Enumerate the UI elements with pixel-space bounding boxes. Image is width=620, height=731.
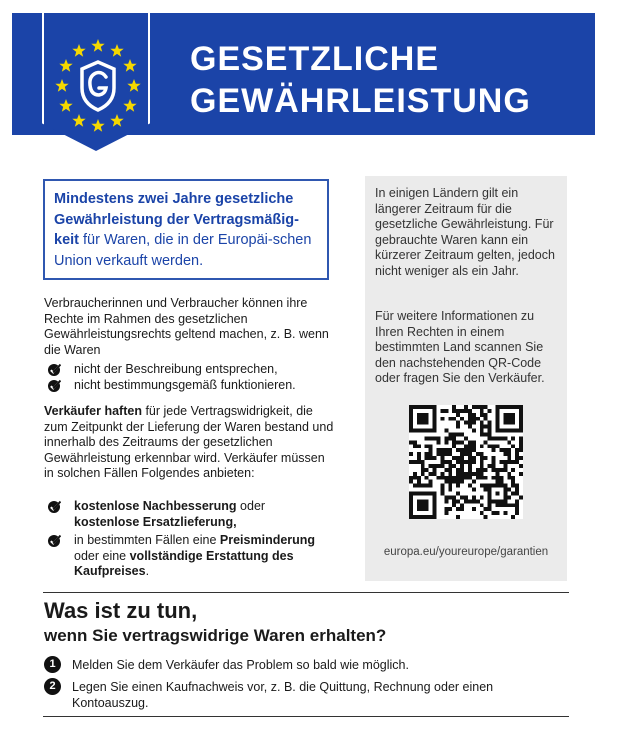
info-sidebar bbox=[365, 176, 567, 581]
remedy-mid: oder bbox=[236, 499, 266, 513]
remedy-bold: kostenlose Ersatzlieferung, bbox=[74, 514, 237, 529]
remedy-pre: in bestimmten Fällen eine bbox=[74, 533, 220, 547]
condition-text: nicht bestimmungsgemäß funktionieren. bbox=[74, 378, 296, 392]
check-icon bbox=[47, 534, 61, 548]
sidebar-para-1: In einigen Ländern gilt ein längerer Zeitraum für die gesetzliche Gewährleistung. Für gebrauchte Waren kann ein kürzerer Zeitraum gelten, jedoch nicht weniger als ein Jahr. bbox=[375, 186, 555, 278]
intro-bold-1: Mindestens zwei Jahre gesetzliche Gewährleistung der Vertragsmäßig- bbox=[54, 191, 299, 228]
condition-text: nicht der Beschreibung entsprechen, bbox=[74, 362, 278, 376]
seller-paragraph bbox=[44, 404, 336, 482]
remedy-text bbox=[74, 499, 337, 530]
divider bbox=[43, 592, 569, 593]
shield-icon bbox=[82, 62, 114, 110]
check-icon bbox=[47, 379, 61, 393]
remedy-item bbox=[47, 533, 337, 580]
step-text: Melden Sie dem Verkäufer das Problem so bald wie möglich. bbox=[72, 658, 409, 672]
seller-bold: Verkäufer haften bbox=[44, 404, 142, 418]
section-subheading: wenn Sie vertragswidrige Waren erhalten? bbox=[44, 626, 387, 645]
title-line-2: GEWÄHRLEISTUNG bbox=[190, 82, 531, 120]
step-text: Legen Sie einen Kaufnachweis vor, z. B. die Quittung, Rechnung oder einen Kontoauszug. bbox=[72, 680, 494, 710]
qr-code-icon[interactable] bbox=[409, 405, 523, 519]
remedy-post: . bbox=[145, 564, 150, 579]
eu-stars bbox=[55, 39, 140, 132]
intro-box bbox=[43, 179, 329, 280]
remedy-item bbox=[47, 499, 337, 530]
title-line-1: GESETZLICHE bbox=[190, 40, 440, 78]
remedy-text bbox=[74, 533, 337, 580]
intro-bold-2: keit bbox=[54, 232, 79, 248]
step-number: 1 bbox=[44, 656, 61, 673]
step-number: 2 bbox=[44, 678, 61, 695]
remedy-bold: vollständige Erstattung des Kaufpreises bbox=[74, 548, 294, 579]
page-title bbox=[190, 38, 531, 122]
rights-paragraph: Verbraucherinnen und Verbraucher können ihre Rechte im Rahmen des gesetzlichen Gewährleistungsrechts geltend machen, z. B. wenn die Waren bbox=[44, 296, 329, 357]
remedy-bold: Preisminderung bbox=[219, 533, 316, 547]
qr-code-graphic bbox=[409, 405, 523, 519]
shield-g-mark bbox=[90, 73, 106, 96]
eu-badge bbox=[42, 13, 150, 151]
info-url-link[interactable]: europa.eu/youreurope/garantien bbox=[383, 546, 549, 558]
remedy-mid: oder eine bbox=[74, 548, 130, 563]
remedy-bold: kostenlose Nachbesserung bbox=[74, 499, 237, 513]
check-icon bbox=[47, 500, 61, 514]
step-item bbox=[44, 657, 564, 673]
check-icon bbox=[47, 363, 61, 377]
eu-stars-shield-icon bbox=[44, 13, 152, 151]
sidebar-para-2: Für weitere Informationen zu Ihren Rechten in einem bestimmten Land scannen Sie den nachstehenden QR-Code oder fragen Sie den Verkäufer. bbox=[375, 309, 545, 386]
step-item bbox=[44, 679, 564, 711]
divider bbox=[43, 716, 569, 717]
section-heading: Was ist zu tun, bbox=[44, 598, 198, 623]
intro-rest: für Waren, die in der Europäi-schen Union verkauft werden. bbox=[54, 232, 312, 269]
seller-rest: für jede Vertragswidrigkeit, die zum Zeitpunkt der Lieferung der Waren bestand und innerhalb des Zeitraums der gesetzlichen Gewährleistung erkennbar wird. Verkäufer müssen in solchen Fällen Folgendes anbieten: bbox=[44, 404, 334, 481]
